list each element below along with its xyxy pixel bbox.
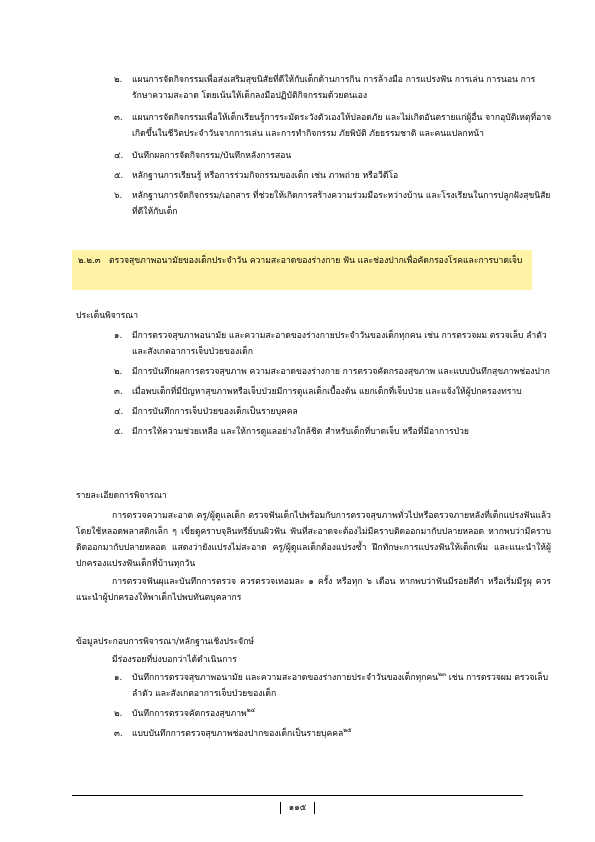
list-item <box>0 726 595 742</box>
list-item-text: แผนการจัดกิจกรรมเพื่อให้เด็กเรียนรู้การระมัดระวังตัวเองให้ปลอดภัย และไม่เกิดอันตรายแก่ผู้อื่น จากอุบัติเหตุที่อาจเกิดขึ้นในชีวิตประจำวันจากการเล่น และการทำกิจกรรม ภัยพิบัติ ภัยธรรมชาติ และคนแปลกหน้า <box>132 113 552 139</box>
list-item-number: ๒. <box>114 75 123 85</box>
list-item-text: มีการบันทึกการเจ็บป่วยของเด็กเป็นรายบุคคล <box>132 407 298 417</box>
list-item-text: บันทึกการตรวจคัดกรองสุขภาพ <box>132 709 247 719</box>
list-item-text: แบบบันทึกการตรวจสุขภาพช่องปากของเด็กเป็นรายบุคคล <box>132 729 344 739</box>
evidence-heading: ข้อมูลประกอบการพิจารณา/หลักฐานเชิงประจักษ์ <box>76 637 255 647</box>
details-paragraph-text: การตรวจความสะอาด ครู/ผู้ดูแลเด็ก ตรวจฟันเด็กไปพร้อมกับการตรวจสุขภาพทั่วไปหรือตรวจภายหลังที่เด็กแปรงฟันแล้ว โดยใช้หลอดพลาสติกเล็ก ๆ เขี่ยดูคราบจุลินทรีย์บนผิวฟัน ฟันที่สะอาดจะต้องไม่มีคราบติดออกมากับปลายหลอด หากพบว่ามีคราบติดออกมากับปลายหลอด แสดงว่ายังแปรงไม่สะอาด ครู/ผู้ดูแลเด็กต้องแปรงซ้ำ ฝึกทักษะการแปรงฟันให้เด็กเพิ่ม และแนะนำให้ผู้ปกครองแปรงฟันเด็กที่บ้านทุกวัน <box>76 511 551 569</box>
details-paragraph <box>0 574 595 606</box>
list-item <box>0 72 595 104</box>
list-item-number: ๒. <box>114 709 123 719</box>
list-item-number: ๔. <box>114 151 124 161</box>
list-item-text: มีการตรวจสุขภาพอนามัย และความสะอาดของร่างกายประจำวันของเด็กทุกคน เช่น การตรวจผม ตรวจเล็บ ลำตัว และสังเกตอาการเจ็บป่วยของเด็ก <box>132 331 547 357</box>
list-item-number: ๓. <box>114 113 123 123</box>
list-item-text: หลักฐานการเรียนรู้ หรือการร่วมกิจกรรมของเด็ก เช่น ภาพถ่าย หรือวีดีโอ <box>132 171 399 181</box>
evidence-intro: มีร่องรอยที่บ่งบอกว่าได้ดำเนินการ <box>112 655 237 665</box>
list-item <box>0 328 595 360</box>
list-item <box>0 168 595 184</box>
footer-divider <box>72 795 523 796</box>
list-item-text: บันทึกการตรวจสุขภาพอนามัย และความสะอาดของร่างกายประจำวันของเด็กทุกคน <box>132 673 439 683</box>
list-item <box>0 148 595 164</box>
footnote-ref: ๒๓ <box>438 671 447 679</box>
list-item-number: ๓. <box>114 387 123 397</box>
list-item <box>0 404 595 420</box>
list-item-text: เมื่อพบเด็กที่มีปัญหาสุขภาพหรือเจ็บป่วยมีการดูแลเด็กเบื้องต้น แยกเด็กที่เจ็บป่วย และแจ้งให้ผู้ปกครองทราบ <box>132 387 522 397</box>
list-item-text: แผนการจัดกิจกรรมเพื่อส่งเสริมสุขนิสัยที่ดีให้กับเด็กด้านการกิน การล้างมือ การแปรงฟัน การเล่น การนอน การรักษาความสะอาด โดยเน้นให้เด็กลงมือปฏิบัติกิจกรรมด้วยตนเอง <box>132 75 536 101</box>
considerations-list <box>0 328 595 440</box>
list-item-number: ๖. <box>114 191 123 201</box>
page-number-footer <box>0 800 595 816</box>
evidence-list <box>0 652 595 742</box>
details-heading: รายละเอียดการพิจารณา <box>76 491 167 501</box>
list-item-number: ๔. <box>114 407 124 417</box>
list-item-text-tail: เช่น การตรวจผม ตรวจเล็บ ลำตัว และสังเกตอาการเจ็บป่วยของเด็ก <box>132 673 549 699</box>
list-item-number: ๑. <box>114 673 123 683</box>
section-title: ตรวจสุขภาพอนามัยของเด็กประจำวัน ความสะอาดของร่างกาย ฟัน และช่องปากเพื่อคัดกรองโรคและการบาดเจ็บ <box>109 256 523 266</box>
list-item-number: ๒. <box>114 367 123 377</box>
list-item <box>0 188 595 220</box>
list-item-number: ๕. <box>114 427 124 437</box>
list-item-number: ๓. <box>114 729 123 739</box>
footnote-ref: ๒๕ <box>343 727 352 735</box>
list-item-text: หลักฐานการจัดกิจกรรม/เอกสาร ที่ช่วยให้เกิดการสร้างความร่วมมือระหว่างบ้าน และโรงเรียนในการปลูกฝังสุขนิสัยที่ดีให้กับเด็ก <box>132 191 551 217</box>
list-item <box>0 424 595 440</box>
details-paragraph <box>0 508 595 572</box>
footnote-ref: ๒๔ <box>246 707 256 715</box>
list-item <box>0 384 595 400</box>
details-body <box>0 508 595 606</box>
page-number-right-bar <box>314 802 315 814</box>
page-number-left-bar <box>280 802 281 814</box>
list-item <box>0 364 595 380</box>
section-heading <box>72 250 532 290</box>
list-item-number: ๕. <box>114 171 124 181</box>
considerations-heading: ประเด็นพิจารณา <box>76 311 139 321</box>
top-list <box>0 72 595 220</box>
list-item <box>0 670 595 702</box>
list-item-number: ๑. <box>114 331 123 341</box>
list-item <box>0 110 595 142</box>
list-item-text: มีการบันทึกผลการตรวจสุขภาพ ความสะอาดของร่างกาย การตรวจคัดกรองสุขภาพ และแบบบันทึกสุขภาพช่องปาก <box>132 367 550 377</box>
list-item-text: บันทึกผลการจัดกิจกรรม/บันทึกหลังการสอน <box>132 151 292 161</box>
details-paragraph-text: การตรวจฟันผุและบันทึกการตรวจ ควรตรวจเทอมละ ๑ ครั้ง หรือทุก ๖ เดือน หากพบว่าฟันมีรอยสีดำ หรือเริ่มมีรูผุ ควรแนะนำผู้ปกครองให้พาเด็กไปพบทันตบุคลากร <box>76 577 551 603</box>
list-item <box>0 706 595 722</box>
list-item-text: มีการให้ความช่วยเหลือ และให้การดูแลอย่างใกล้ชิด สำหรับเด็กที่บาดเจ็บ หรือที่มีอาการป่วย <box>132 427 469 437</box>
section-number: ๒.๒.๓ <box>78 256 101 266</box>
page-number: ๑๑๕ <box>288 803 307 813</box>
